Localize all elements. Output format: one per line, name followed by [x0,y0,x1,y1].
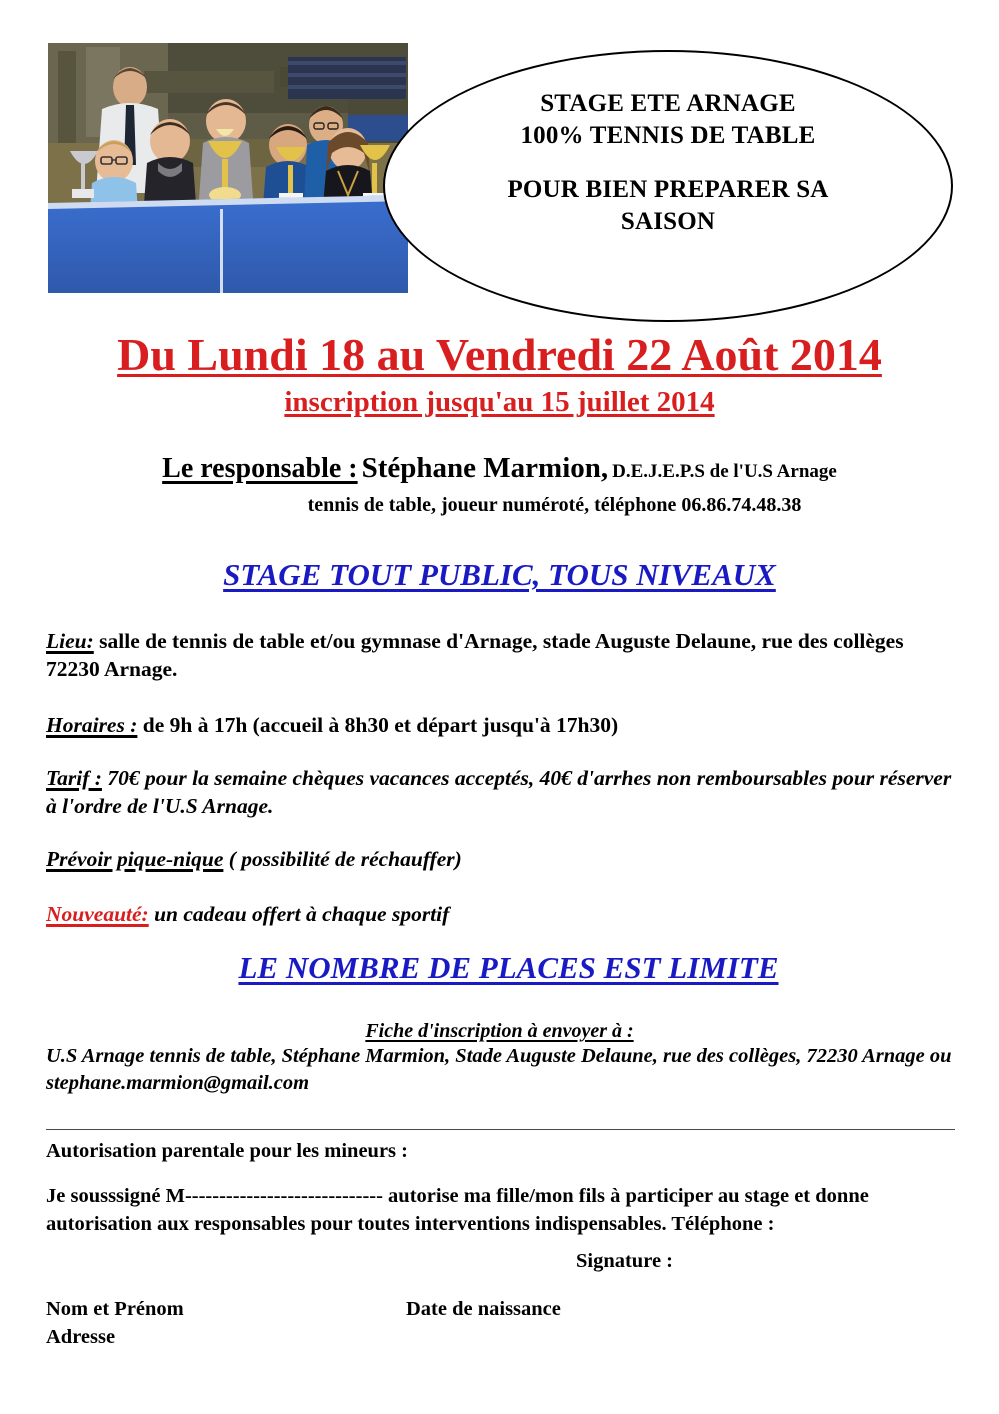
field-label-birthdate: Date de naissance [406,1298,561,1320]
form-fields [46,1296,954,1351]
heading-limited-places-text: LE NOMBRE DE PLACES EST LIMITE [238,950,779,985]
registration-deadline [0,386,999,419]
form-row-2 [46,1324,954,1352]
responsible-line-1 [0,452,999,485]
responsible-label: Le responsable : [162,453,358,484]
form-row-1 [46,1296,954,1324]
responsible-qualification: D.E.J.E.P.S de l'U.S Arnage [612,461,837,482]
group-photo [48,43,408,293]
section-divider [46,1129,955,1130]
detail-lieu-text: salle de tennis de table et/ou gymnase d'Arnage, stade Auguste Delaune, rue des collèges 72230 Arnage. [46,629,904,681]
registration-address: U.S Arnage tennis de table, Stéphane Marmion, Stade Auguste Delaune, rue des collèges, 72230 Arnage ou stephane.marmion@gmail.com [46,1045,952,1095]
responsible-line-2: tennis de table, joueur numéroté, téléphone 06.86.74.48.38 [307,494,802,516]
detail-lieu-label: Lieu: [46,629,94,653]
detail-tarif-label: Tarif : [46,766,102,790]
detail-horaires-label: Horaires : [46,713,138,737]
registration-deadline-text: inscription jusqu'au 15 juillet 2014 [284,386,715,418]
event-date-title [0,331,999,379]
detail-tarif [46,765,954,821]
detail-pique-nique [46,846,954,874]
authorization-heading: Autorisation parentale pour les mineurs : [46,1140,408,1162]
signature-label: Signature : [575,1250,673,1272]
responsible-name: Stéphane Marmion, [361,452,609,484]
oval-line-2: 100% TENNIS DE TABLE [520,122,816,149]
registration-title [0,1020,999,1043]
event-date-title-text: Du Lundi 18 au Vendredi 22 Août 2014 [117,329,882,380]
title-oval [383,50,953,322]
detail-pique-nique-text: ( possibilité de réchauffer) [223,847,462,871]
field-label-name: Nom et Prénom [46,1298,184,1320]
detail-horaires-text: de 9h à 17h (accueil à 8h30 et départ jusqu'à 17h30) [137,713,619,737]
oval-line-3: POUR BIEN PREPARER SA SAISON [507,176,829,235]
detail-nouveaute [46,901,954,929]
heading-public-levels [0,557,999,593]
oval-spacer [383,152,953,174]
detail-lieu [46,628,954,684]
heading-public-levels-text: STAGE TOUT PUBLIC, TOUS NIVEAUX [223,557,776,592]
heading-limited-places [0,950,999,986]
registration-title-text: Fiche d'inscription à envoyer à : [365,1020,634,1042]
oval-text-block [383,88,953,238]
oval-line-1: STAGE ETE ARNAGE [540,90,796,117]
detail-tarif-text: 70€ pour la semaine chèques vacances acceptés, 40€ d'arrhes non remboursables pour réserver à l'ordre de l'U.S Arnage. [46,766,952,818]
header-band [0,0,999,330]
field-label-address: Adresse [46,1325,116,1348]
detail-pique-nique-label: Prévoir pique-nique [46,847,224,871]
detail-horaires [46,712,954,740]
detail-nouveaute-text: un cadeau offert à chaque sportif [148,902,450,926]
detail-nouveaute-label: Nouveauté: [46,902,149,926]
authorization-body: Je sousssigné M----------------------------- autorise ma fille/mon fils à participer au stage et donne autorisation aux responsables pour toutes interventions indispensables. Téléphone : [46,1185,869,1235]
